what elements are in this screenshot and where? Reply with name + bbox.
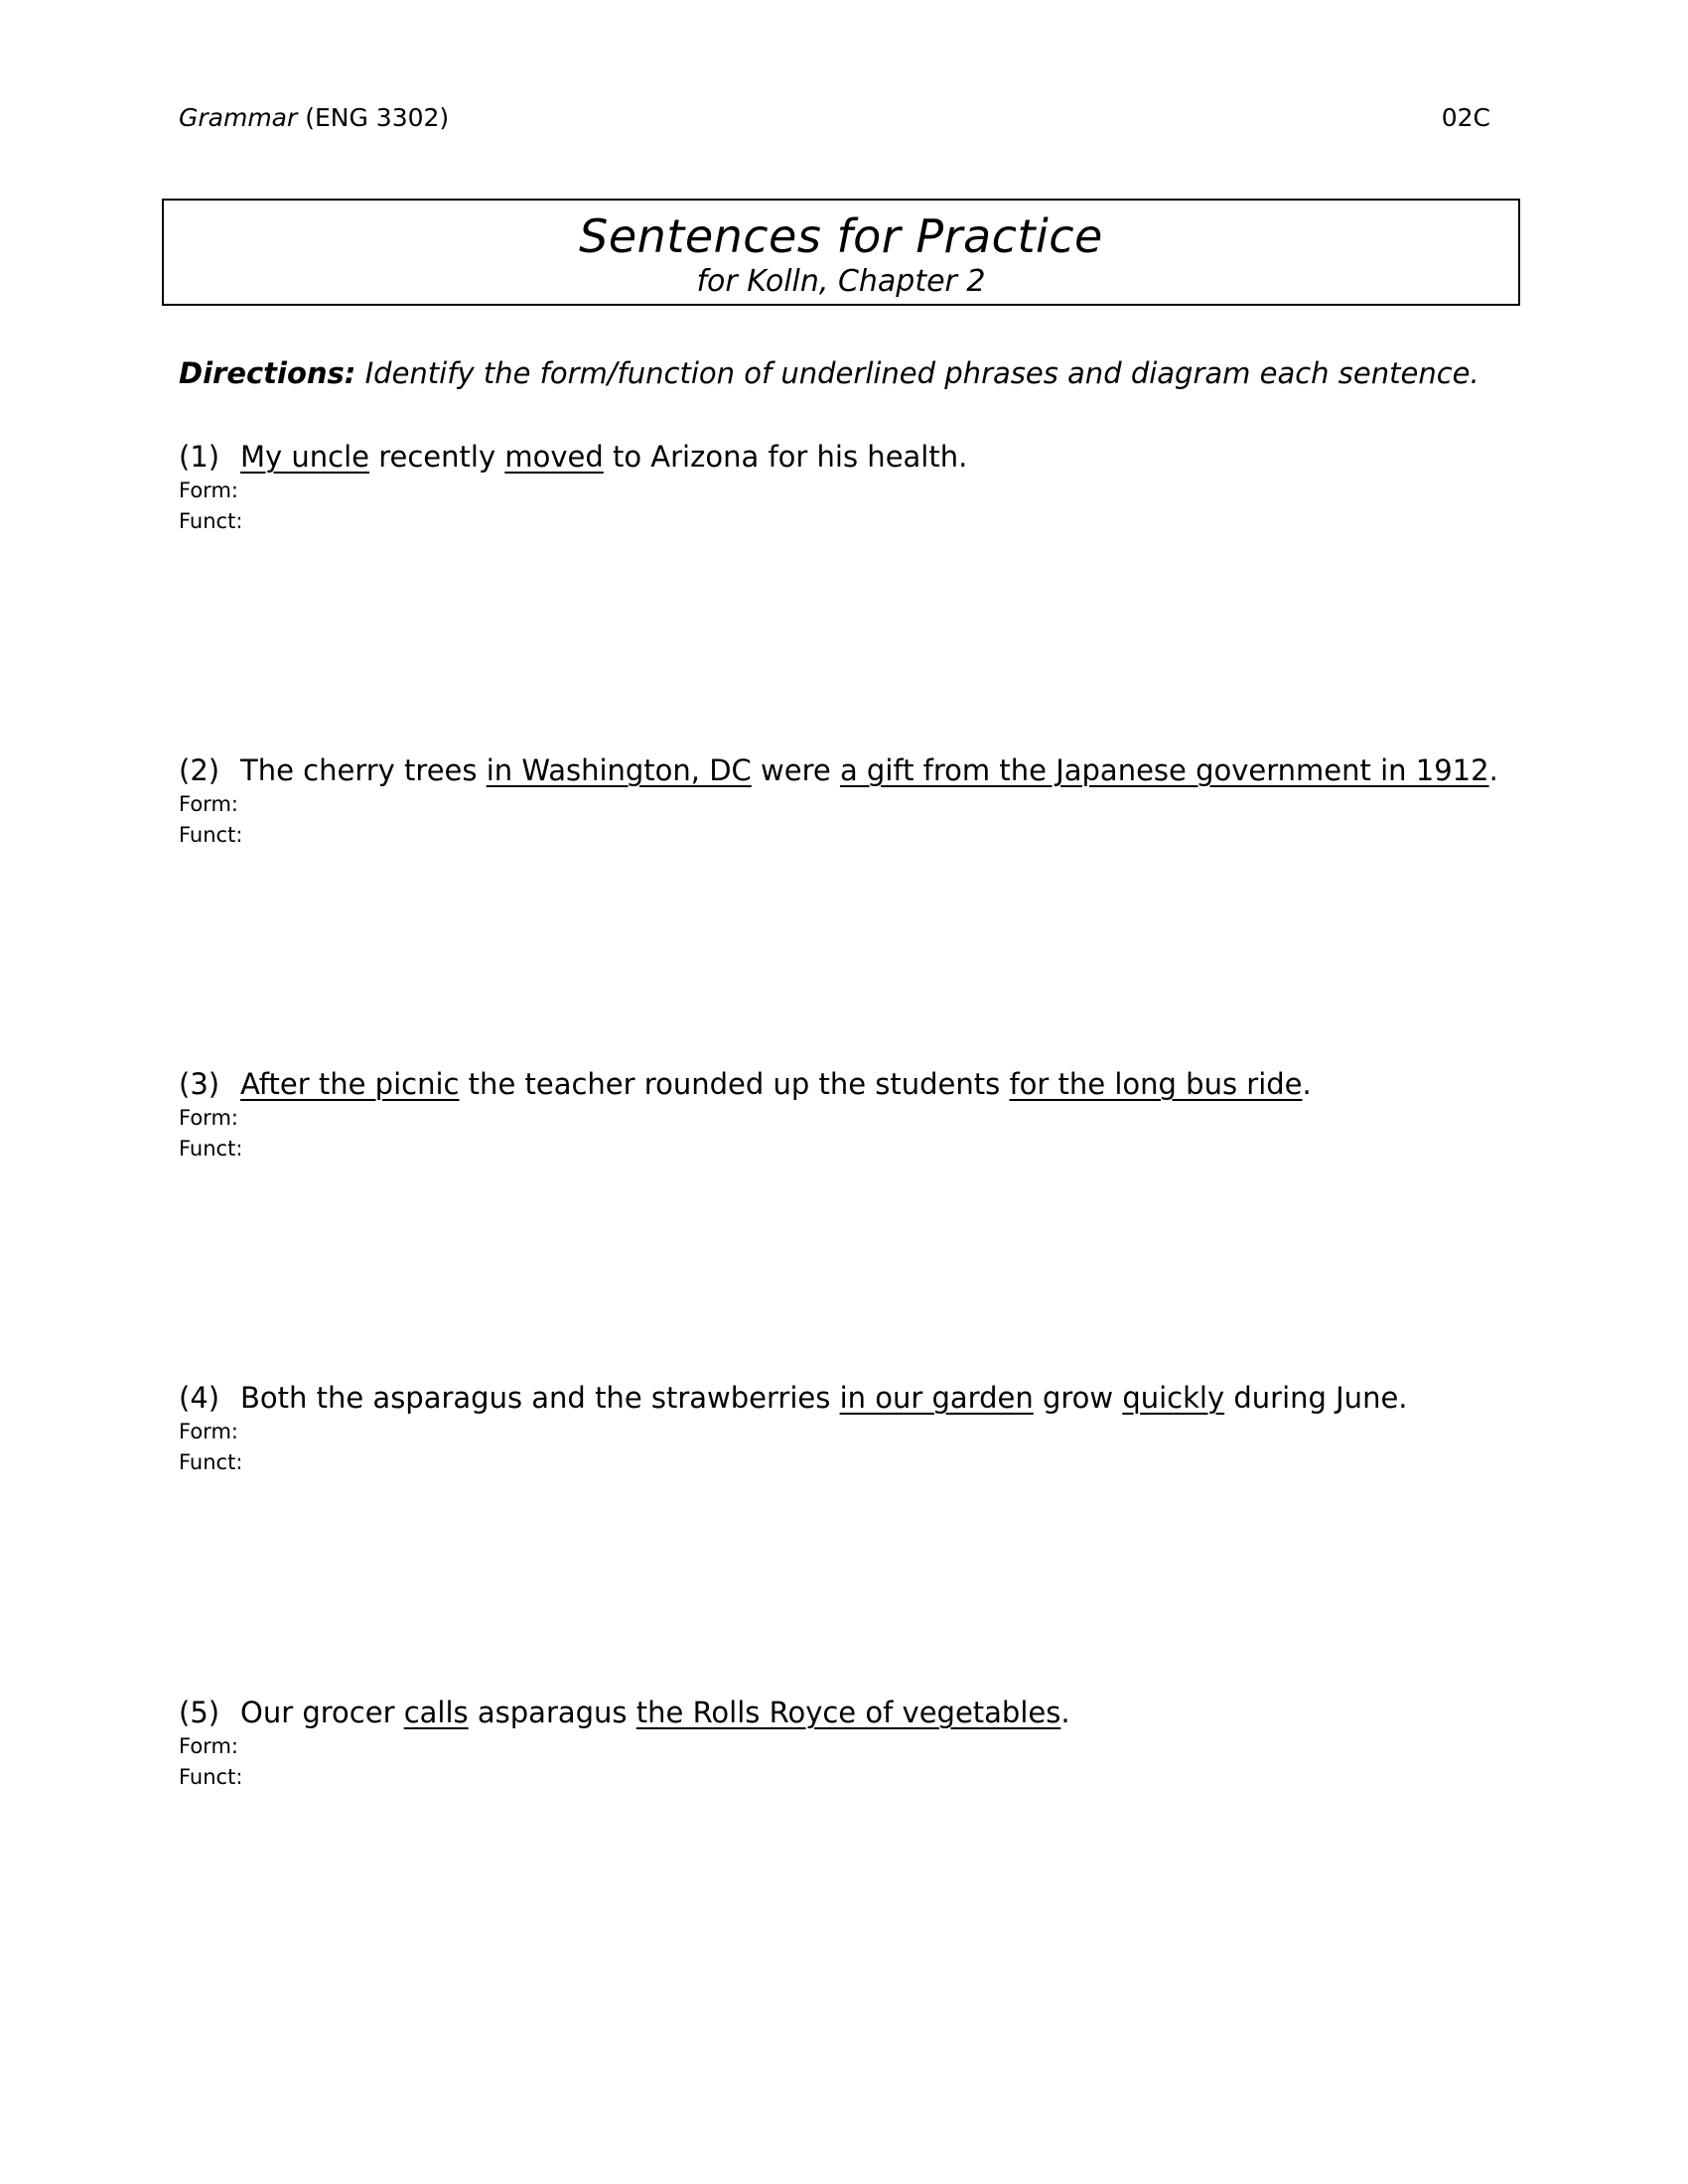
title-box xyxy=(162,199,1520,306)
directions-text: Identify the form/function of underlined phrases and diagram each sentence. xyxy=(355,356,1479,390)
sentence-text: the teacher rounded up the students xyxy=(459,1067,1010,1101)
sentence-3 xyxy=(179,1066,1529,1102)
exercise-item-4 xyxy=(179,1380,1529,1478)
underlined-phrase: calls xyxy=(403,1696,469,1729)
underlined-phrase: moved xyxy=(504,440,604,474)
item-number: (1) xyxy=(179,440,220,474)
exercise-item-5 xyxy=(179,1695,1529,1793)
exercise-item-3 xyxy=(179,1066,1529,1164)
sentence-text: to Arizona for his health. xyxy=(603,440,968,474)
sentence-text: recently xyxy=(369,440,505,474)
sentence-text: . xyxy=(1488,753,1498,787)
course-code: (ENG 3302) xyxy=(297,103,450,132)
underlined-phrase: After the picnic xyxy=(240,1067,460,1101)
document-code: 02C xyxy=(1441,103,1490,132)
form-label: Form: xyxy=(179,1734,238,1758)
underlined-phrase: My uncle xyxy=(240,440,370,474)
directions xyxy=(179,355,1479,391)
course-header xyxy=(179,103,449,133)
form-label: Form: xyxy=(179,478,238,502)
underlined-phrase: a gift from the Japanese government in 1912 xyxy=(839,753,1489,787)
form-label: Form: xyxy=(179,792,238,816)
item-number: (2) xyxy=(179,753,220,787)
page-title: Sentences for Practice xyxy=(579,209,1103,263)
sentence-4 xyxy=(179,1380,1529,1416)
sentence-5 xyxy=(179,1695,1529,1730)
page-subtitle: for Kolln, Chapter 2 xyxy=(696,264,986,299)
sentence-text: . xyxy=(1060,1696,1070,1729)
sentence-text: Our grocer xyxy=(240,1696,404,1729)
sentence-text: Both the asparagus and the strawberries xyxy=(240,1381,840,1415)
sentence-text: were xyxy=(751,753,840,787)
item-number: (4) xyxy=(179,1381,220,1415)
underlined-phrase: for the long bus ride xyxy=(1009,1067,1303,1101)
funct-label: Funct: xyxy=(179,823,243,847)
underlined-phrase: in our garden xyxy=(839,1381,1034,1415)
exercise-item-2 xyxy=(179,752,1529,851)
funct-label: Funct: xyxy=(179,1450,243,1474)
sentence-text: during June. xyxy=(1224,1381,1408,1415)
item-number: (3) xyxy=(179,1067,220,1101)
funct-label: Funct: xyxy=(179,1765,243,1789)
underlined-phrase: quickly xyxy=(1122,1381,1225,1415)
funct-label: Funct: xyxy=(179,1137,243,1160)
underlined-phrase: the Rolls Royce of vegetables xyxy=(635,1696,1061,1729)
sentence-text: asparagus xyxy=(468,1696,636,1729)
sentence-text: grow xyxy=(1033,1381,1123,1415)
sentence-text: . xyxy=(1302,1067,1312,1101)
course-name: Grammar xyxy=(179,103,298,132)
underlined-phrase: in Washington, DC xyxy=(486,753,752,787)
sentence-text: The cherry trees xyxy=(240,753,487,787)
form-label: Form: xyxy=(179,1106,238,1130)
sentence-1 xyxy=(179,439,1529,475)
funct-label: Funct: xyxy=(179,509,243,533)
sentence-2 xyxy=(179,752,1529,788)
form-label: Form: xyxy=(179,1420,238,1443)
directions-label: Directions: xyxy=(179,356,356,390)
exercise-item-1 xyxy=(179,439,1529,537)
item-number: (5) xyxy=(179,1696,220,1729)
